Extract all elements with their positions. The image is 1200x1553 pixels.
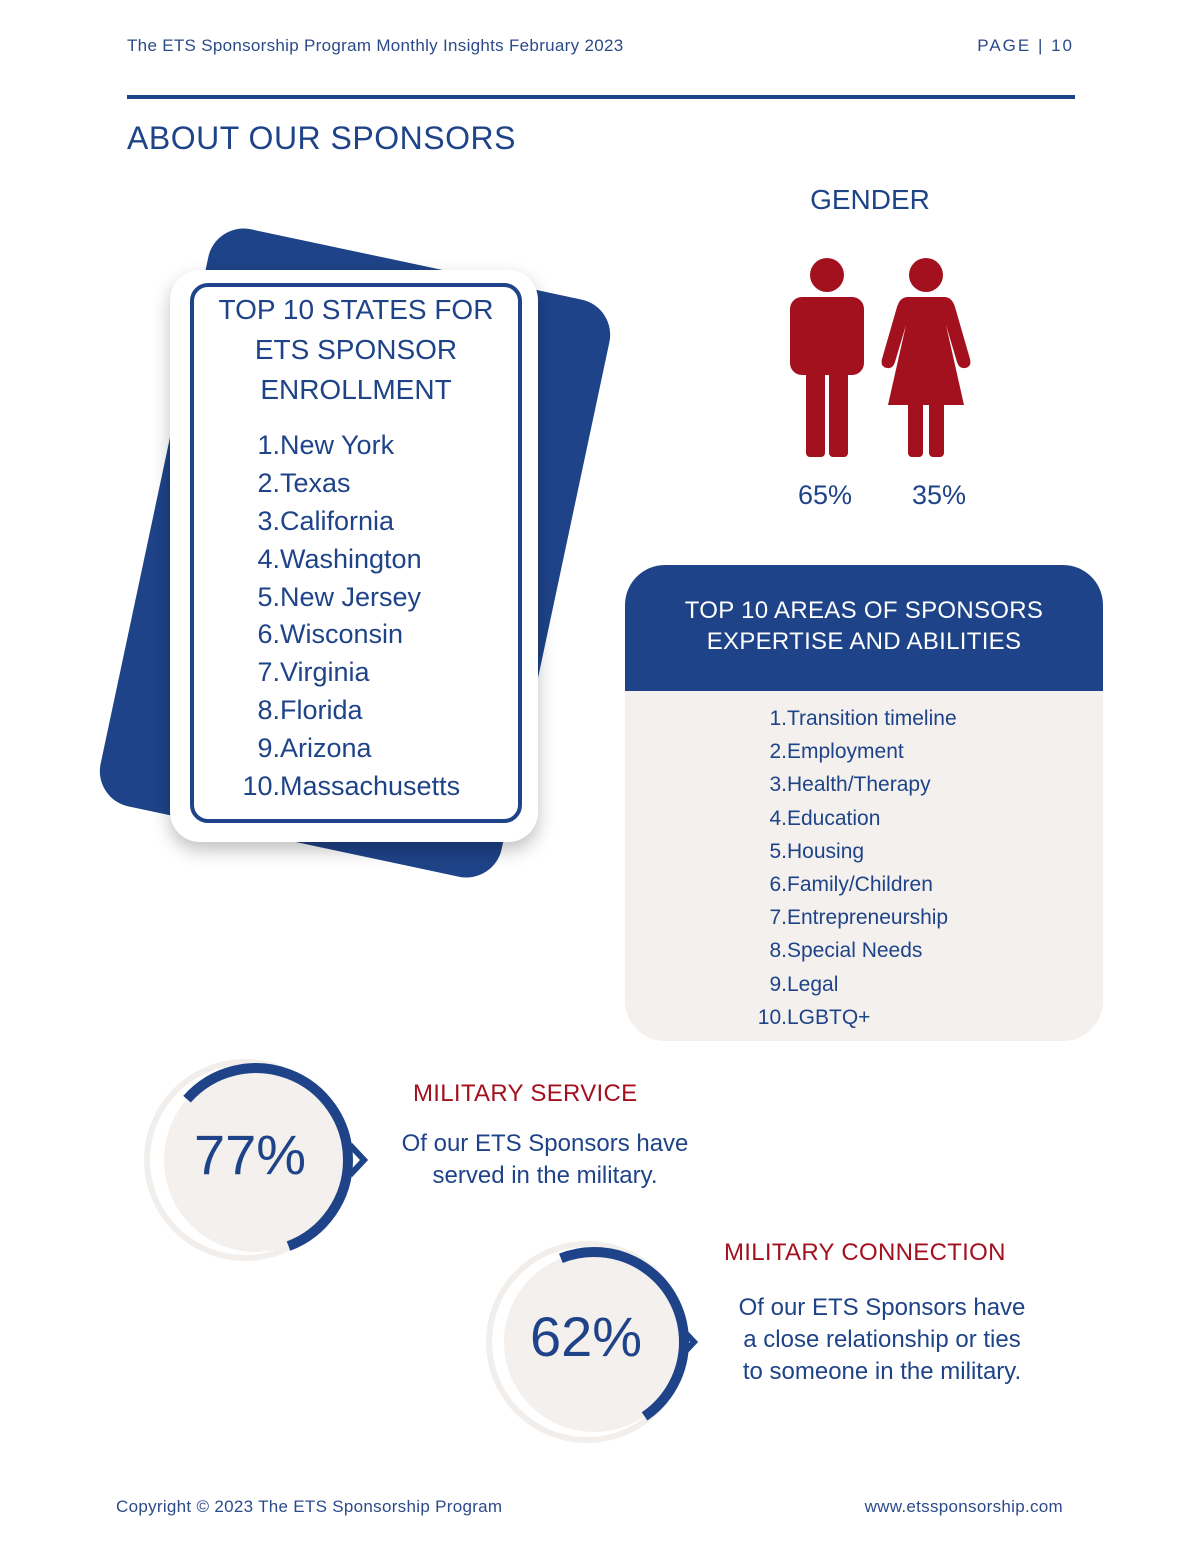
area-name: Entrepreneurship: [787, 906, 949, 930]
state-name: Virginia: [280, 657, 370, 688]
state-name: California: [280, 505, 395, 536]
stat-text-line: served in the military.: [432, 1162, 658, 1189]
list-item: [230, 767, 460, 805]
list-item: [230, 426, 460, 464]
list-item: [747, 768, 957, 801]
area-name: Employment: [787, 740, 904, 764]
page-title: ABOUT OUR SPONSORS: [127, 120, 516, 156]
list-item: [747, 968, 957, 1001]
female-icon: [882, 258, 971, 457]
state-name: Washington: [280, 543, 422, 574]
list-number: 9.: [257, 733, 280, 764]
area-name: Legal: [787, 972, 839, 996]
state-name: Arizona: [280, 733, 372, 764]
page-number: PAGE | 10: [977, 36, 1074, 55]
list-number: 5.: [769, 839, 787, 863]
military-connection-label: MILITARY CONNECTION: [724, 1239, 1006, 1266]
male-percentage: 65%: [798, 480, 853, 510]
list-item: [230, 502, 460, 540]
states-title: [194, 290, 518, 410]
military-service-text: [385, 1128, 705, 1192]
list-number: 9.: [769, 972, 787, 996]
area-name: Education: [787, 806, 881, 830]
list-item: [747, 934, 957, 967]
list-number: 7.: [257, 657, 280, 688]
male-icon: [790, 258, 864, 457]
list-number: 2.: [257, 467, 280, 498]
stat-text-line: Of our ETS Sponsors have: [401, 1130, 689, 1157]
header-title: The ETS Sponsorship Program Monthly Insights February 2023: [127, 36, 624, 55]
states-title-line: ETS SPONSOR: [254, 334, 458, 365]
list-item: [747, 702, 957, 735]
list-item: [230, 615, 460, 653]
list-item: [230, 464, 460, 502]
areas-title-line: EXPERTISE AND ABILITIES: [706, 628, 1022, 655]
list-number: 4.: [769, 806, 787, 830]
list-number: 10.: [757, 1005, 787, 1029]
list-number: 7.: [769, 906, 787, 930]
state-name: Massachusetts: [280, 771, 461, 802]
female-percentage: 35%: [912, 480, 967, 510]
areas-title: [625, 595, 1103, 657]
list-number: 1.: [769, 707, 787, 730]
list-number: 8.: [257, 695, 280, 726]
state-name: New Jersey: [280, 581, 422, 612]
list-item: [747, 1001, 957, 1034]
state-name: Texas: [280, 467, 351, 498]
list-item: [747, 868, 957, 901]
area-name: Family/Children: [787, 872, 933, 896]
states-title-line: TOP 10 STATES FOR: [218, 294, 494, 325]
list-item: [230, 729, 460, 767]
list-number: 6.: [257, 619, 280, 650]
list-item: [747, 735, 957, 768]
list-number: 10.: [242, 771, 280, 802]
areas-card: [625, 565, 1103, 1041]
list-number: 8.: [769, 939, 787, 963]
states-title-line: ENROLLMENT: [260, 374, 452, 405]
area-name: Special Needs: [787, 939, 923, 963]
list-number: 6.: [769, 872, 787, 896]
footer-copyright: Copyright © 2023 The ETS Sponsorship Program: [116, 1497, 503, 1516]
header-divider: [127, 95, 1075, 99]
state-name: Florida: [280, 695, 363, 726]
area-name: Housing: [787, 839, 865, 863]
military-service-label: MILITARY SERVICE: [413, 1080, 638, 1107]
area-name: Transition timeline: [787, 707, 957, 730]
list-number: 2.: [769, 740, 787, 764]
gender-figures: [780, 255, 980, 465]
list-number: 1.: [257, 430, 280, 460]
list-item: [230, 691, 460, 729]
military-service-percentage: 77%: [193, 1123, 307, 1186]
list-item: [230, 653, 460, 691]
gender-title: GENDER: [810, 184, 930, 215]
areas-list: [747, 702, 957, 1034]
stat-text-line: to someone in the military.: [742, 1358, 1022, 1385]
list-number: 5.: [257, 581, 280, 612]
list-number: 3.: [769, 773, 787, 797]
list-item: [747, 901, 957, 934]
military-connection-text: [712, 1292, 1052, 1388]
area-name: Health/Therapy: [787, 773, 931, 797]
state-name: Wisconsin: [280, 619, 404, 650]
list-item: [230, 540, 460, 578]
list-item: [747, 802, 957, 835]
footer-url: www.etssponsorship.com: [864, 1497, 1063, 1516]
stat-text-line: a close relationship or ties: [743, 1326, 1021, 1353]
areas-title-line: TOP 10 AREAS OF SPONSORS: [684, 597, 1044, 624]
states-list: [230, 426, 460, 805]
stat-text-line: Of our ETS Sponsors have: [738, 1294, 1026, 1321]
list-item: [747, 835, 957, 868]
list-item: [230, 578, 460, 616]
area-name: LGBTQ+: [787, 1005, 871, 1029]
list-number: 4.: [257, 543, 280, 574]
military-connection-percentage: 62%: [529, 1305, 643, 1368]
state-name: New York: [280, 430, 395, 460]
list-number: 3.: [257, 505, 280, 536]
